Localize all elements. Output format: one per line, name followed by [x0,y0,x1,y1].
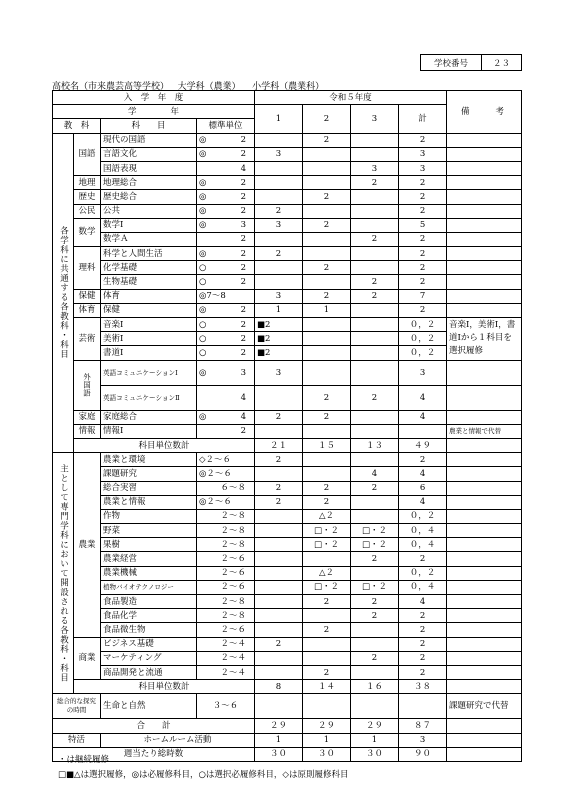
unit-mark: ２～６ [220,554,247,565]
kyouka-hoken-top: 保健 [74,289,101,303]
unit-mark: ２～８ [220,610,247,621]
kyouka-gaikoku: 外国語 [74,360,101,410]
total-row: 合 計 ２９ ２９ ２９ ８７ [53,719,522,733]
course-name: 小学科（農業科） [252,82,325,92]
grade-1-header: 1 [255,105,303,133]
school-name: 高校名（市来農芸高等学校） [52,82,170,92]
unit-mark: ◎２～６ [199,497,232,508]
sogo-label: 総合的な探究の時間 [53,694,101,719]
grade-label: 学 年 [53,105,255,119]
unit-number: 3 [240,220,247,231]
unit-mark: ２～８ [220,511,247,522]
weekly-hours-row: 週当たり総時数 ３０ ３０ ３０ ９０ [53,747,522,761]
table-row: 食品化学 ２～８ 2 2 [53,609,522,623]
unit-number: 3 [240,367,247,378]
table-row: 農業経営 ２～６ 2 2 [53,552,522,566]
sogo-note: 課題研究で代替 [447,694,522,719]
table-row: 植物バイオテクノロジー ２～６ □・２ □・２ ０，４ [53,580,522,594]
table-row: 外国語 英語コミュニケーションⅠ ◎ 3 3 3 [53,360,522,385]
unit-mark: ２～８ [220,596,247,607]
unit-mark: ◎ [199,305,207,316]
kyouka-sugaku: 数学 [74,218,101,246]
unit-mark: ２～４ [220,653,247,664]
unit-mark: ◎ [199,206,207,217]
table-row: 数学 数学Ⅰ ◎ 3 3 2 5 [53,218,522,232]
kyouka-header: 教 科 [53,119,101,133]
unit-number: 4 [240,412,247,423]
tokkatsu-label: 特活 [53,733,101,747]
kyouka-kokugo: 国語 [74,133,101,176]
unit-number: 2 [240,206,247,217]
unit-mark: ◎ [199,367,207,378]
geijutsu-note: 音楽Ⅰ，美術Ⅰ，書道Ⅰから１科目を選択履修 [447,318,522,361]
unit-mark: ○ [199,277,207,288]
unit-number: 4 [240,163,247,174]
kyouka-hoken-bottom: 体育 [74,303,101,317]
table-row: 作物 ２～８ △２ ０，２ [53,509,522,523]
unit-mark: ６～８ [220,483,247,494]
table-row: 生物基礎 ○ 2 2 2 [53,275,522,289]
footnote-continuing: ・は継続履修 [58,755,110,765]
table-row: 主として専門学科において開設される各教科・科目 農業 農業と環境 ◇２～６ 2 2 [53,453,522,467]
unit-mark: ２～４ [220,639,247,650]
common-section-label: 各学科に共通する各教科・科目 [53,133,74,453]
table-row: 総合実習 ６～８ 2 2 2 6 [53,481,522,495]
unit-mark: ◎ [199,177,207,188]
table-row: 課題研究 ◎２～６ 4 4 [53,467,522,481]
table-row: 食品製造 ２～８ 2 2 4 [53,595,522,609]
department-name: 大学科（農業） [177,82,241,92]
unit-number: 2 [240,177,247,188]
unit-mark: ２～６ [220,624,247,635]
unit-mark: ◎ [199,191,207,202]
table-row: 食品微生物 ２～６ 2 2 [53,623,522,637]
kyouka-joho: 情報 [74,424,101,438]
joho-note: 農業と情報で代替 [447,424,522,438]
specialized-subtotal-row: 科目単位数計 8 １４ １６ ３８ [53,680,522,694]
unit-mark: ◎ [199,412,207,423]
unit-number: 2 [240,135,247,146]
table-row: 国語表現 4 3 3 [53,161,522,175]
unit-mark: ◎２～６ [199,468,232,479]
unit-mark: ○ [199,319,207,330]
table-row: 情報 情報Ⅰ 2 農業と情報で代替 [53,424,522,438]
unit-mark: ○ [199,347,207,358]
school-number-value: ２３ [492,58,510,69]
unit-mark: ２～８ [220,539,247,550]
table-row: 地理 地理総合 ◎ 2 2 2 [53,176,522,190]
school-number-box [420,54,522,71]
common-subtotal-row: 科目単位数計 ２１ １５ １３ ４９ [53,438,522,452]
unit-number: 2 [240,149,247,160]
unit-mark: ２～４ [220,667,247,678]
unit-number: 2 [240,277,247,288]
unit-number: 4 [240,392,247,403]
table-row: 書道Ⅰ ○ 2 ■2 ０，２ [53,346,522,360]
unit-mark: ２～６ [220,582,247,593]
unit-number: 2 [240,191,247,202]
table-row: 英語コミュニケーションⅡ 4 2 2 4 [53,385,522,410]
unit-mark: ◎7～8 [199,291,226,302]
curriculum-table [52,90,522,762]
unit-number: 2 [240,426,247,437]
unit-mark: ◎ [199,149,207,160]
unit-mark: ◎ [199,135,207,146]
table-row: 化学基礎 ○ 2 2 2 [53,261,522,275]
unit-mark: ２～８ [220,525,247,536]
unit-mark: ◎ [199,248,207,259]
specialized-section [53,453,522,694]
kyouka-komin: 公民 [74,204,101,218]
kamoku-header: 科 目 [101,119,197,133]
kyouka-shogyo: 商業 [74,637,101,680]
unit-number: 2 [240,347,247,358]
kyouka-rika: 理科 [74,247,101,290]
tokkatsu-row: 特活 ホームルーム活動 1 1 1 3 [53,733,522,747]
footnote-legend: □■△は選択履修，◎は必履修科目，○は選択必履修科目，◇は原則履修科目 [58,770,349,780]
unit-mark: ◇２～６ [199,454,232,465]
table-row: 数学Ａ 2 2 2 [53,232,522,246]
unit-mark: ２～６ [220,568,247,579]
unit-number: 2 [240,333,247,344]
unit-mark: ◎ [199,220,207,231]
unit-number: 2 [240,319,247,330]
table-row: 保健 体育 ◎7～8 3 2 2 7 [53,289,522,303]
table-row: 言語文化 ◎ 2 3 3 [53,147,522,161]
table-row: 商品開発と流通 ２～４ 2 2 [53,665,522,679]
entry-year-label: 入 学 年 度 [53,91,255,105]
unit-number: 2 [240,234,247,245]
table-row: 家庭 家庭総合 ◎ 4 2 2 4 [53,410,522,424]
unit-mark: ○ [199,262,207,273]
kyouka-katei: 家庭 [74,410,101,424]
unit-number: 2 [240,248,247,259]
tani-header: 標準単位 [197,119,255,133]
table-row: マーケティング ２～４ 2 2 [53,651,522,665]
school-number-label: 学校番号 [421,55,482,70]
remarks-header: 備 考 [447,91,522,134]
table-row: 体育 保健 ◎ 2 1 1 2 [53,303,522,317]
unit-number: 2 [240,262,247,273]
specialized-section-label: 主として専門学科において開設される各教科・科目 [53,453,74,694]
total-header: 計 [399,105,447,133]
grade-3-header: 3 [351,105,399,133]
table-row: 公民 公共 ◎ 2 2 2 [53,204,522,218]
kyouka-chiri: 地理 [74,176,101,190]
table-row: 美術Ⅰ ○ 2 ■2 ０，２ [53,332,522,346]
unit-number: 2 [240,305,247,316]
table-row: 芸術 音楽Ⅰ ○ 2 ■2 ０，２ 音楽Ⅰ，美術Ⅰ，書道Ⅰから１科目を選択履修 [53,318,522,332]
table-row: 農業機械 ２～６ △２ ０，２ [53,566,522,580]
kyouka-geijutsu: 芸術 [74,318,101,361]
sogo-row: 総合的な探究の時間 生命と自然 ３～６ 課題研究で代替 [53,694,522,719]
table-row: 理科 科学と人間生活 ◎ 2 2 2 [53,247,522,261]
grade-2-header: 2 [303,105,351,133]
table-row: 各学科に共通する各教科・科目 国語 現代の国語 ◎ 2 2 2 [53,133,522,147]
kyouka-rekishi: 歴史 [74,190,101,204]
table-row: 歴史 歴史総合 ◎ 2 2 2 [53,190,522,204]
table-row: 農業と情報 ◎２～６ 2 2 4 [53,495,522,509]
table-row: 野菜 ２～８ □・２ □・２ ０，４ [53,524,522,538]
kyouka-nogyo: 農業 [74,453,101,637]
entry-year-value: 令和５年度 [255,91,447,105]
table-row: 果樹 ２～８ □・２ □・２ ０，４ [53,538,522,552]
table-row: 商業 ビジネス基礎 ２～４ 2 2 [53,637,522,651]
unit-mark: ○ [199,333,207,344]
